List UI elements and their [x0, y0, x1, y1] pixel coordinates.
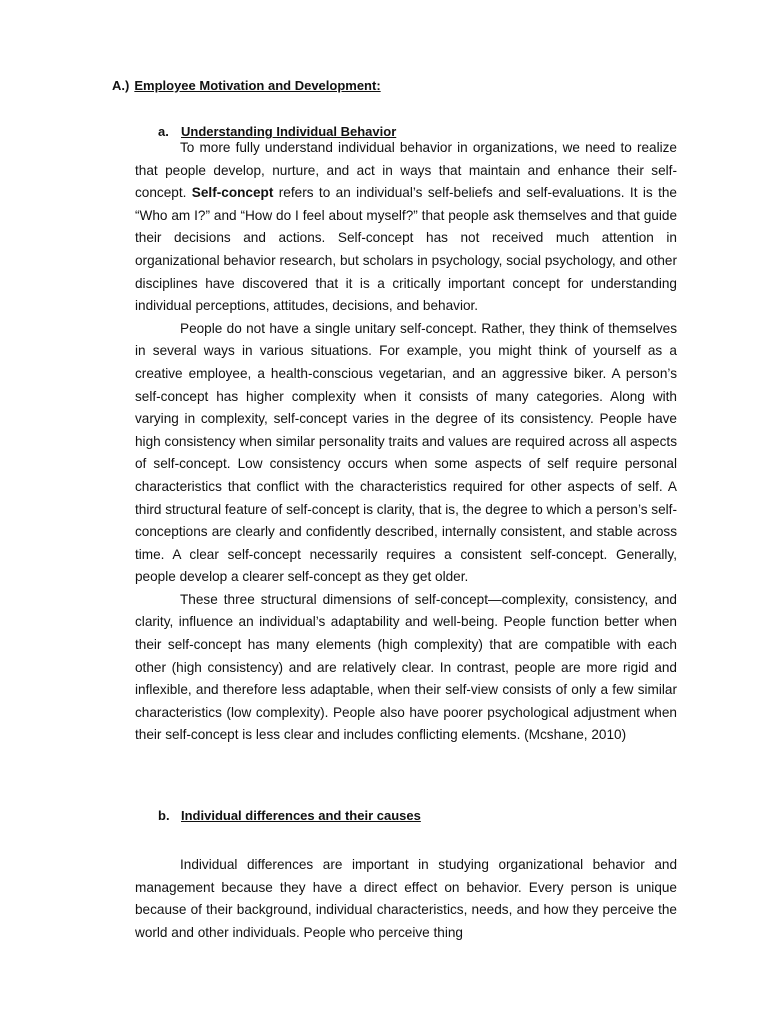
paragraph-text: refers to an individual’s self-beliefs and self-evaluations. It is the “Who am I?” and “How do I feel about myself?” that people ask themselves and that guide their decisions and actions. Self-concept has not received much attention in organizational behavior research, but scholars in psychology, social psychology, and other disciplines have discovered that it is a critically important concept for understanding individual perceptions, attitudes, decisions, and behavior.	[135, 185, 677, 314]
section-label: A.)	[112, 78, 130, 93]
subsection-b-label: b.	[158, 808, 170, 823]
subsection-a-title: Understanding Individual Behavior	[181, 124, 397, 139]
paragraph: People do not have a single unitary self-concept. Rather, they think of themselves in several ways in various situations. For example, you might think of yourself as a creative employee, a health-conscious vegetarian, and an aggressive biker. A person’s self-concept has higher complexity when it consists of many categories. Along with varying in complexity, self-concept varies in the degree of its consistency. People have high consistency when similar personality traits and values are required across all aspects of self-concept. Low consistency occurs when some aspects of self require personal characteristics that conflict with the characteristics required for other aspects of self. A third structural feature of self-concept is clarity, that is, the degree to which a person’s self-conceptions are clearly and confidently described, internally consistent, and stable across time. A clear self-concept necessarily requires a consistent self-concept. Generally, people develop a clearer self-concept as they get older.	[135, 320, 677, 585]
bold-term: Self-concept	[191, 185, 274, 201]
subsection-b-body	[135, 854, 677, 944]
section-heading	[112, 77, 381, 95]
paragraph-text: To more fully understand individual behavior in organizations, we need to realize that people develop, nurture, and act in ways that maintain and enhance their self-concept.	[135, 140, 677, 201]
paragraph: Individual differences are important in studying organizational behavior and management because they have a direct effect on behavior. Every person is unique because of their background, individual characteristics, needs, and how they perceive the world and other individuals. People who perceive thing	[135, 857, 677, 940]
subsection-b-heading	[158, 807, 421, 825]
paragraph: These three structural dimensions of self-concept—complexity, consistency, and clarity, influence an individual’s adaptability and well-being. People function better when their self-concept has many elements (high complexity) that are compatible with each other (high consistency) and are relatively clear. In contrast, people are more rigid and inflexible, and therefore less adaptable, when their self-view consists of only a few similar characteristics (low complexity). People also have poorer psychological adjustment when their self-concept is less clear and includes conflicting elements. (Mcshane, 2010)	[135, 591, 677, 743]
subsection-a-body	[135, 137, 677, 747]
subsection-b-title: Individual differences and their causes	[181, 808, 421, 823]
subsection-a-label: a.	[158, 124, 169, 139]
section-title: Employee Motivation and Development:	[134, 78, 381, 93]
paragraph	[135, 137, 677, 318]
